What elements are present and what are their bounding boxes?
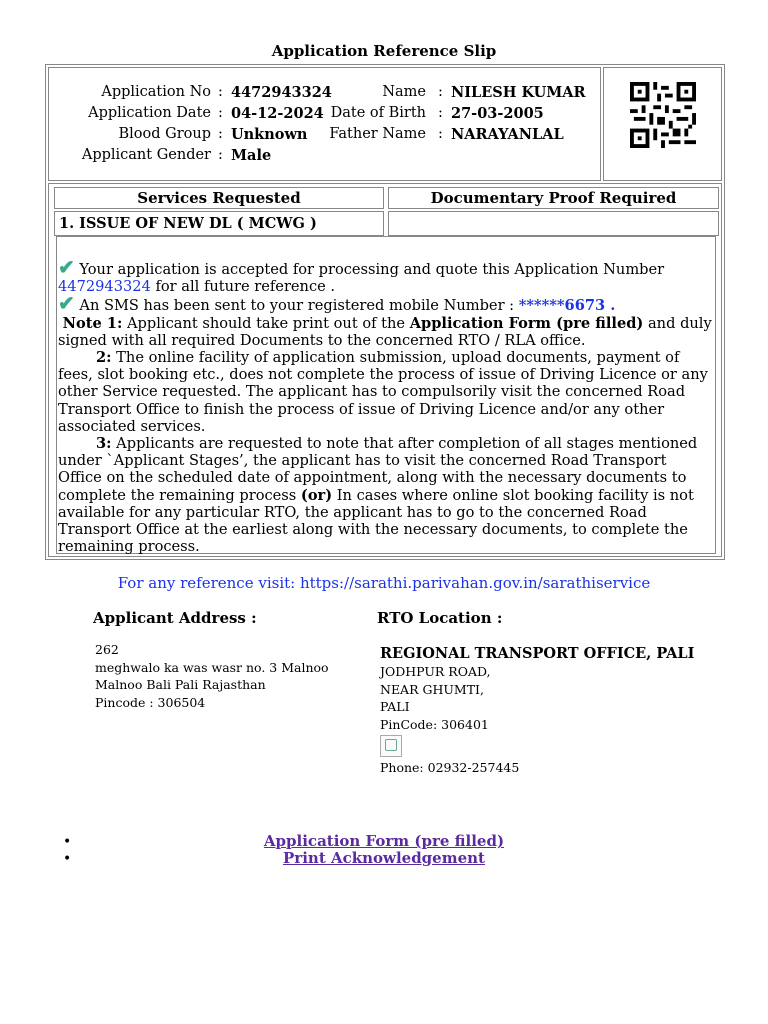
application-date-value: 04-12-2024 bbox=[231, 105, 324, 122]
accepted-text: Your application is accepted for processing and quote this Application Number bbox=[74, 261, 665, 278]
applicant-address bbox=[95, 641, 329, 711]
service-proof-cell bbox=[388, 211, 719, 236]
rto-phone: Phone: 02932-257445 bbox=[380, 760, 520, 775]
documentary-proof-header: Documentary Proof Required bbox=[388, 187, 719, 209]
masked-mobile-number: ******6673 . bbox=[518, 297, 616, 315]
rto-address bbox=[380, 644, 694, 733]
colon: : bbox=[218, 84, 223, 100]
father-label: Father Name bbox=[329, 126, 426, 142]
page-title: Application Reference Slip bbox=[271, 42, 497, 60]
rto-name: REGIONAL TRANSPORT OFFICE, PALI bbox=[380, 645, 695, 662]
note1-text-c: and duly signed with all required Documents to the concerned RTO / RLA office. bbox=[58, 314, 712, 349]
action-links bbox=[0, 833, 768, 867]
qr-code-icon bbox=[629, 82, 697, 148]
print-acknowledgement-link[interactable]: Print Acknowledgement bbox=[283, 849, 485, 867]
note3-text-b: In cases where online slot booking facility is not available for any particular RTO, the applicant has to go to the concerned Road Transport Office at the earliest along with the necessary documents, to complete the remaining process. bbox=[58, 486, 694, 556]
service-item: 1. ISSUE OF NEW DL ( MCWG ) bbox=[54, 211, 384, 236]
notes-text bbox=[58, 255, 714, 556]
gender-label: Applicant Gender bbox=[81, 147, 211, 163]
application-no-row bbox=[49, 84, 332, 104]
services-requested-header: Services Requested bbox=[54, 187, 384, 209]
application-number-ref: 4472943324 bbox=[58, 278, 151, 296]
name-row bbox=[319, 84, 599, 104]
application-date-label: Application Date bbox=[88, 105, 211, 121]
blood-group-row bbox=[49, 126, 329, 146]
address-pincode: Pincode : 306504 bbox=[95, 694, 206, 710]
note3-or: (or) bbox=[300, 486, 333, 504]
rto-address-line: PALI bbox=[380, 699, 410, 714]
gender-row bbox=[49, 147, 329, 167]
rto-pincode: PinCode: 306401 bbox=[380, 716, 489, 732]
bullet: • bbox=[63, 834, 72, 850]
sms-text: An SMS has been sent to your registered mobile Number : bbox=[74, 297, 519, 315]
name-label: Name bbox=[382, 84, 426, 100]
note2-label: 2: bbox=[96, 349, 112, 367]
check-icon: ✔ bbox=[58, 291, 75, 316]
father-row bbox=[319, 126, 599, 146]
rto-address-line: JODHPUR ROAD, bbox=[380, 664, 491, 679]
colon: : bbox=[438, 126, 443, 142]
applicant-info-box bbox=[48, 67, 601, 181]
colon: : bbox=[438, 84, 443, 100]
slip-container bbox=[45, 64, 725, 560]
colon: : bbox=[438, 105, 443, 121]
address-line: 262 bbox=[95, 642, 119, 657]
dob-value: 27-03-2005 bbox=[451, 105, 544, 122]
note2-text: The online facility of application submission, upload documents, payment of fees, slot booking etc., does not complete the process of issue of Driving Licence or any other Service requested. The applicant has to compulsorily visit the concerned Road Transport Office to finish the process of issue of Driving Licence and/or any other associated services. bbox=[58, 349, 708, 435]
gender-value: Male bbox=[231, 147, 272, 164]
colon: : bbox=[218, 126, 223, 142]
applicant-address-heading: Applicant Address : bbox=[93, 609, 257, 627]
dob-row bbox=[319, 105, 599, 125]
blood-group-label: Blood Group bbox=[118, 126, 211, 142]
application-form-link[interactable]: Application Form (pre filled) bbox=[263, 832, 505, 850]
rto-location-heading: RTO Location : bbox=[377, 609, 503, 627]
colon: : bbox=[218, 147, 223, 163]
broken-image-icon bbox=[380, 735, 402, 757]
bullet: • bbox=[63, 851, 72, 867]
notes-box bbox=[56, 236, 716, 554]
check-icon: ✔ bbox=[58, 255, 75, 279]
application-date-row bbox=[49, 105, 329, 125]
note1-form-name: Application Form (pre filled) bbox=[409, 314, 644, 332]
name-value: NILESH KUMAR bbox=[451, 84, 586, 101]
note3-text-a: Applicants are requested to note that after completion of all stages mentioned under `Applicant Stages’, the applicant has to visit the concerned Road Transport Office on the scheduled date of appointment, along with the necessary documents to complete the remaining process bbox=[58, 435, 698, 504]
services-section bbox=[48, 183, 722, 557]
application-no-value: 4472943324 bbox=[231, 84, 332, 101]
address-line: Malnoo Bali Pali Rajasthan bbox=[95, 677, 266, 692]
blood-group-value: Unknown bbox=[231, 126, 308, 143]
note1-label: Note 1: bbox=[62, 314, 123, 332]
colon: : bbox=[218, 105, 223, 121]
address-line: meghwalo ka was wasr no. 3 Malnoo bbox=[95, 659, 329, 675]
note1-text-a: Applicant should take print out of the bbox=[122, 314, 410, 332]
application-no-label: Application No bbox=[101, 84, 211, 100]
dob-label: Date of Birth bbox=[330, 105, 426, 121]
reference-link-text: For any reference visit: https://sarathi.parivahan.gov.in/sarathiservice bbox=[117, 574, 651, 592]
accepted-suffix: for all future reference . bbox=[150, 278, 336, 296]
qr-code-box bbox=[603, 67, 722, 181]
rto-address-line: NEAR GHUMTI, bbox=[380, 681, 484, 697]
father-value: NARAYANLAL bbox=[451, 126, 564, 143]
note3-label: 3: bbox=[96, 435, 112, 453]
